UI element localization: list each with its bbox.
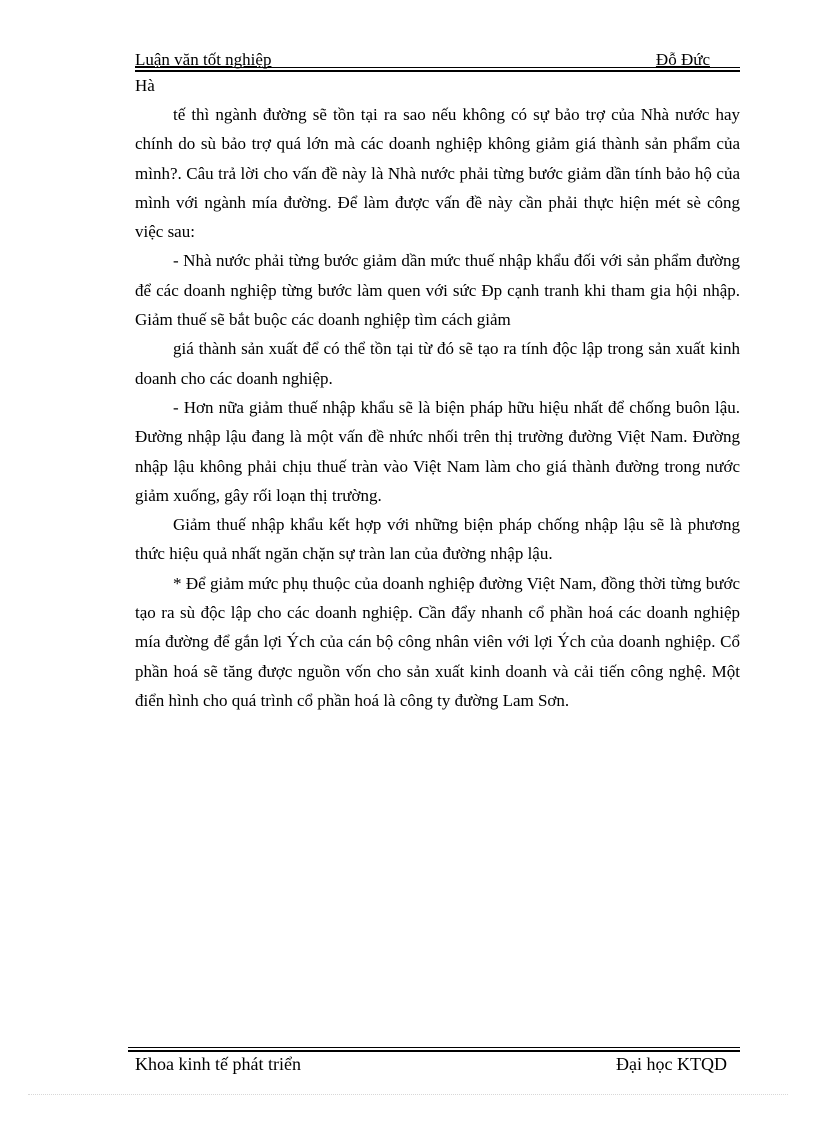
document-body: [135, 100, 740, 715]
header-rule-thick: [135, 70, 740, 72]
header-rule: [135, 67, 740, 68]
paragraph-5: Giảm thuế nhập khẩu kết hợp với những biện pháp chống nhập lậu sẽ là phương thức hiệu quả nhất ngăn chặn sự tràn lan của đường nhập lậu.: [135, 515, 740, 564]
paragraph-4: - Hơn nữa giảm thuế nhập khẩu sẽ là biện pháp hữu hiệu nhất để chống buôn lậu. Đường nhập lậu đang là một vấn đề nhức nhối trên thị trường đường Việt Nam. Đường nhập lậu không phải chịu thuế tràn vào Việt Nam làm cho giá thành đường trong nước giảm xuống, gây rối loạn thị trường.: [135, 397, 740, 505]
header-author-continuation: Hà: [135, 76, 155, 95]
footer-rule-thick: [128, 1050, 740, 1052]
paragraph-2: - Nhà nước phải từng bước giảm dần mức thuế nhập khẩu đối với sản phẩm đường để các doanh nghiệp từng bước làm quen với sức Ðp cạnh tranh khi tham gia hội nhập. Giảm thuế sẽ bắt buộc các doanh nghiệp tìm cách giảm: [135, 251, 740, 330]
footer-university: Đại học KTQD: [616, 1054, 727, 1074]
paragraph-6: * Để giảm mức phụ thuộc của doanh nghiệp đường Việt Nam, đồng thời từng bước tạo ra sù độc lập cho các doanh nghiệp. Cần đẩy nhanh cổ phần hoá các doanh nghiệp mía đường để gắn lợi Ých của cán bộ công nhân viên với lợi Ých của doanh nghiệp. Cổ phần hoá sẽ tăng được nguồn vốn cho sản xuất kinh doanh và cải tiến công nghệ. Một điển hình cho quá trình cổ phần hoá là công ty đường Lam Sơn.: [135, 573, 740, 710]
header-title: Luận văn tốt nghiệp: [135, 50, 272, 69]
footer-faculty: Khoa kinh tế phát triển: [135, 1054, 301, 1074]
page-edge-divider: [28, 1094, 788, 1095]
paragraph-1: tế thì ngành đường sẽ tồn tại ra sao nếu không có sự bảo trợ của Nhà nước hay chính do sù bảo trợ quá lớn mà các doanh nghiệp không giảm giá thành sản phẩm của mình?. Câu trả lời cho vấn đề này là Nhà nước phải từng bước giảm dần tính bảo hộ của mình với ngành mía đường. Để làm được vấn đề này cần phải thực hiện mét sè công việc sau:: [135, 105, 740, 242]
header-author: Đỗ Đức: [655, 50, 710, 69]
paragraph-3: giá thành sản xuất để có thể tồn tại từ đó sẽ tạo ra tính độc lập trong sản xuất kinh doanh cho các doanh nghiệp.: [135, 339, 740, 388]
footer-rule: [128, 1047, 740, 1048]
